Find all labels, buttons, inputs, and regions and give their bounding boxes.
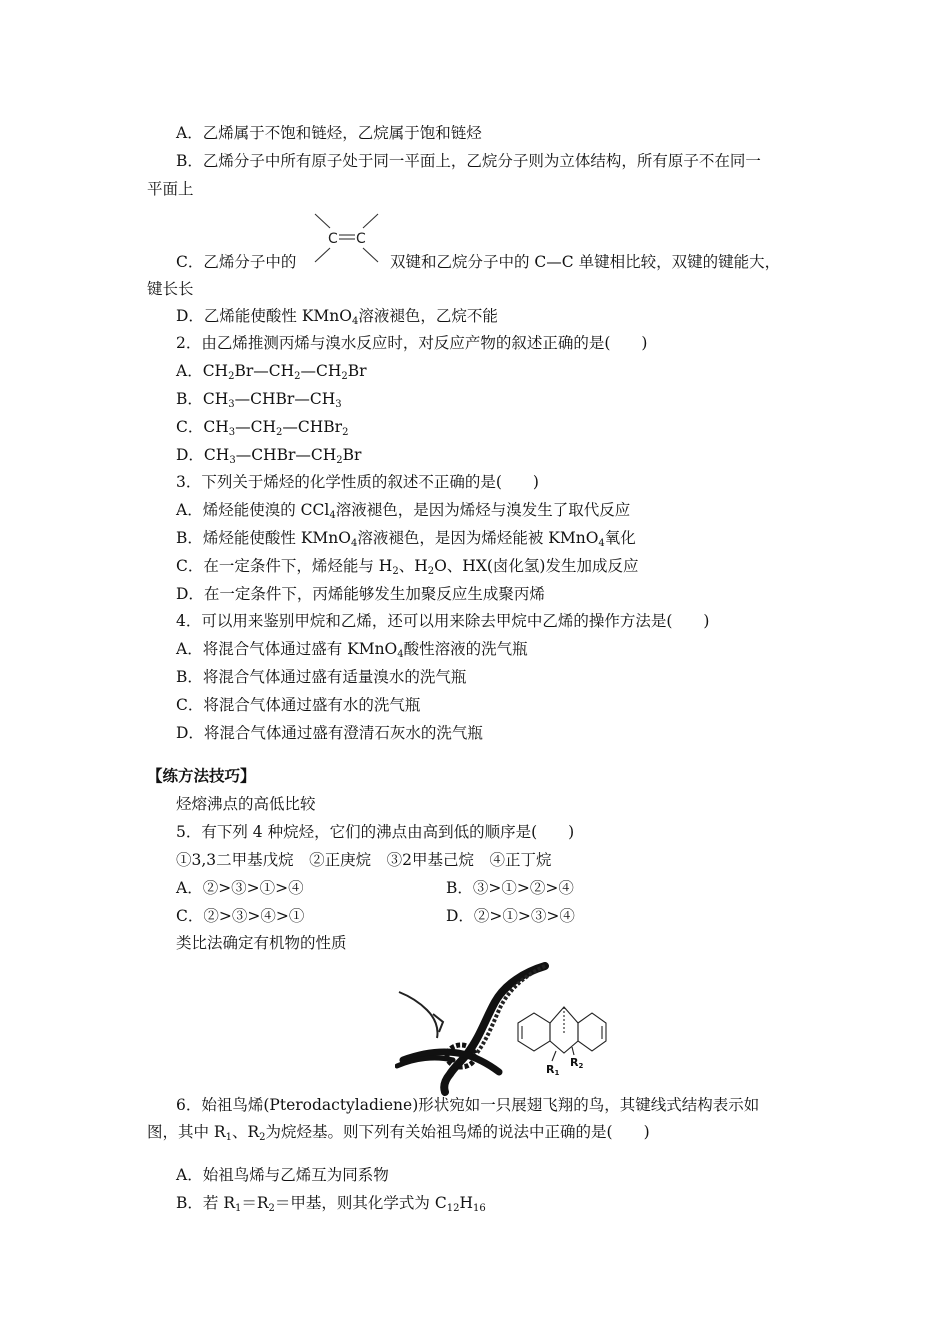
q5-option-c: C．②>③>④>① [176, 907, 305, 925]
q1-option-c-line2: 键长长 [147, 280, 194, 298]
q1-option-b-line2: 平面上 [147, 180, 194, 198]
q2-option-b: B．$CH_3—CHBr—CH_3$ [176, 390, 342, 410]
q5-option-a: A．②>③>①>④ [176, 879, 304, 897]
q4-stem: 4．可以用来鉴别甲烷和乙烯，还可以用来除去甲烷中乙烯的操作方法是( ) [176, 612, 710, 630]
q6-option-a: A．始祖鸟烯与乙烯互为同系物 [176, 1166, 389, 1184]
section-subheading-boiling-point: 烃熔沸点的高低比较 [176, 795, 316, 813]
q3-option-c: C．在一定条件下，烯烃能与 $H_2$、$H_2O$、HX(卤化氢)发生加成反应 [176, 557, 639, 577]
q3-option-b: B．烯烃能使酸性 KMnO$_4$溶液褪色，是因为烯烃能被 KMnO$_4$氧化 [176, 529, 636, 549]
r2-label: R2 [570, 1056, 584, 1070]
q2-stem: 2．由乙烯推测丙烯与溴水反应时，对反应产物的叙述正确的是( ) [176, 334, 648, 352]
section-heading: 【练方法技巧】 [147, 766, 256, 785]
q2-option-d: D．$CH_3—CHBr—CH_2Br$ [176, 446, 362, 466]
q1-option-c-prefix: C．乙烯分子中的 [176, 253, 297, 271]
q1-option-d: D．乙烯能使酸性 KMnO$_4$溶液褪色，乙烷不能 [176, 307, 498, 327]
carbon-atom-right: C [356, 231, 366, 247]
q2-option-c: C．$CH_3—CH_2—CHBr_2$ [176, 418, 349, 438]
q1-option-a: A．乙烯属于不饱和链烃，乙烷属于饱和链烃 [176, 124, 482, 142]
q4-option-d: D．将混合气体通过盛有澄清石灰水的洗气瓶 [176, 724, 483, 742]
q5-option-d: D．②>①>③>④ [446, 907, 575, 925]
q3-option-d: D．在一定条件下，丙烯能够发生加聚反应生成聚丙烯 [176, 585, 545, 603]
q6-option-b: B．若 $R_1=R_2=$甲基，则其化学式为 $C_{12}H_{16}$ [176, 1194, 486, 1214]
q6-stem-line1: 6．始祖鸟烯(Pterodactyladiene)形状宛如一只展翅飞翔的鸟，其键线式结构表示如 [176, 1096, 760, 1114]
q1-option-c-suffix: 双键和乙烷分子中的 C—C 单键相比较，双键的键能大， [390, 253, 781, 271]
r1-label: R1 [546, 1063, 560, 1075]
section-subheading-analogy: 类比法确定有机物的性质 [176, 934, 347, 952]
q4-option-b: B．将混合气体通过盛有适量溴水的洗气瓶 [176, 668, 467, 686]
q4-option-a: A．将混合气体通过盛有 KMnO$_4$酸性溶液的洗气瓶 [176, 640, 528, 660]
q3-option-a: A．烯烃能使溴的 CCl$_4$溶液褪色，是因为烯烃与溴发生了取代反应 [176, 501, 631, 521]
pterodactyladiene-structure [512, 995, 612, 1075]
q1-option-b-line1: B．乙烯分子中所有原子处于同一平面上，乙烷分子则为立体结构，所有原子不在同一 [176, 152, 761, 170]
q5-option-b: B．③>①>②>④ [446, 879, 574, 897]
ethylene-double-bond-diagram [312, 210, 382, 272]
carbon-atom-left: C [328, 231, 338, 247]
q4-option-c: C．将混合气体通过盛有水的洗气瓶 [176, 696, 421, 714]
q2-option-a: A．$CH_2Br—CH_2—CH_2Br$ [176, 362, 367, 382]
q6-stem-line2: 图，其中 $R_1$、$R_2$为烷烃基。则下列有关始祖鸟烯的说法中正确的是( ) [147, 1123, 650, 1143]
q5-items: ①3,3二甲基戊烷 ②正庚烷 ③2甲基己烷 ④正丁烷 [176, 851, 552, 869]
q3-stem: 3．下列关于烯烃的化学性质的叙述不正确的是( ) [176, 473, 539, 491]
q5-stem: 5．有下列 4 种烷烃，它们的沸点由高到低的顺序是( ) [176, 823, 575, 841]
